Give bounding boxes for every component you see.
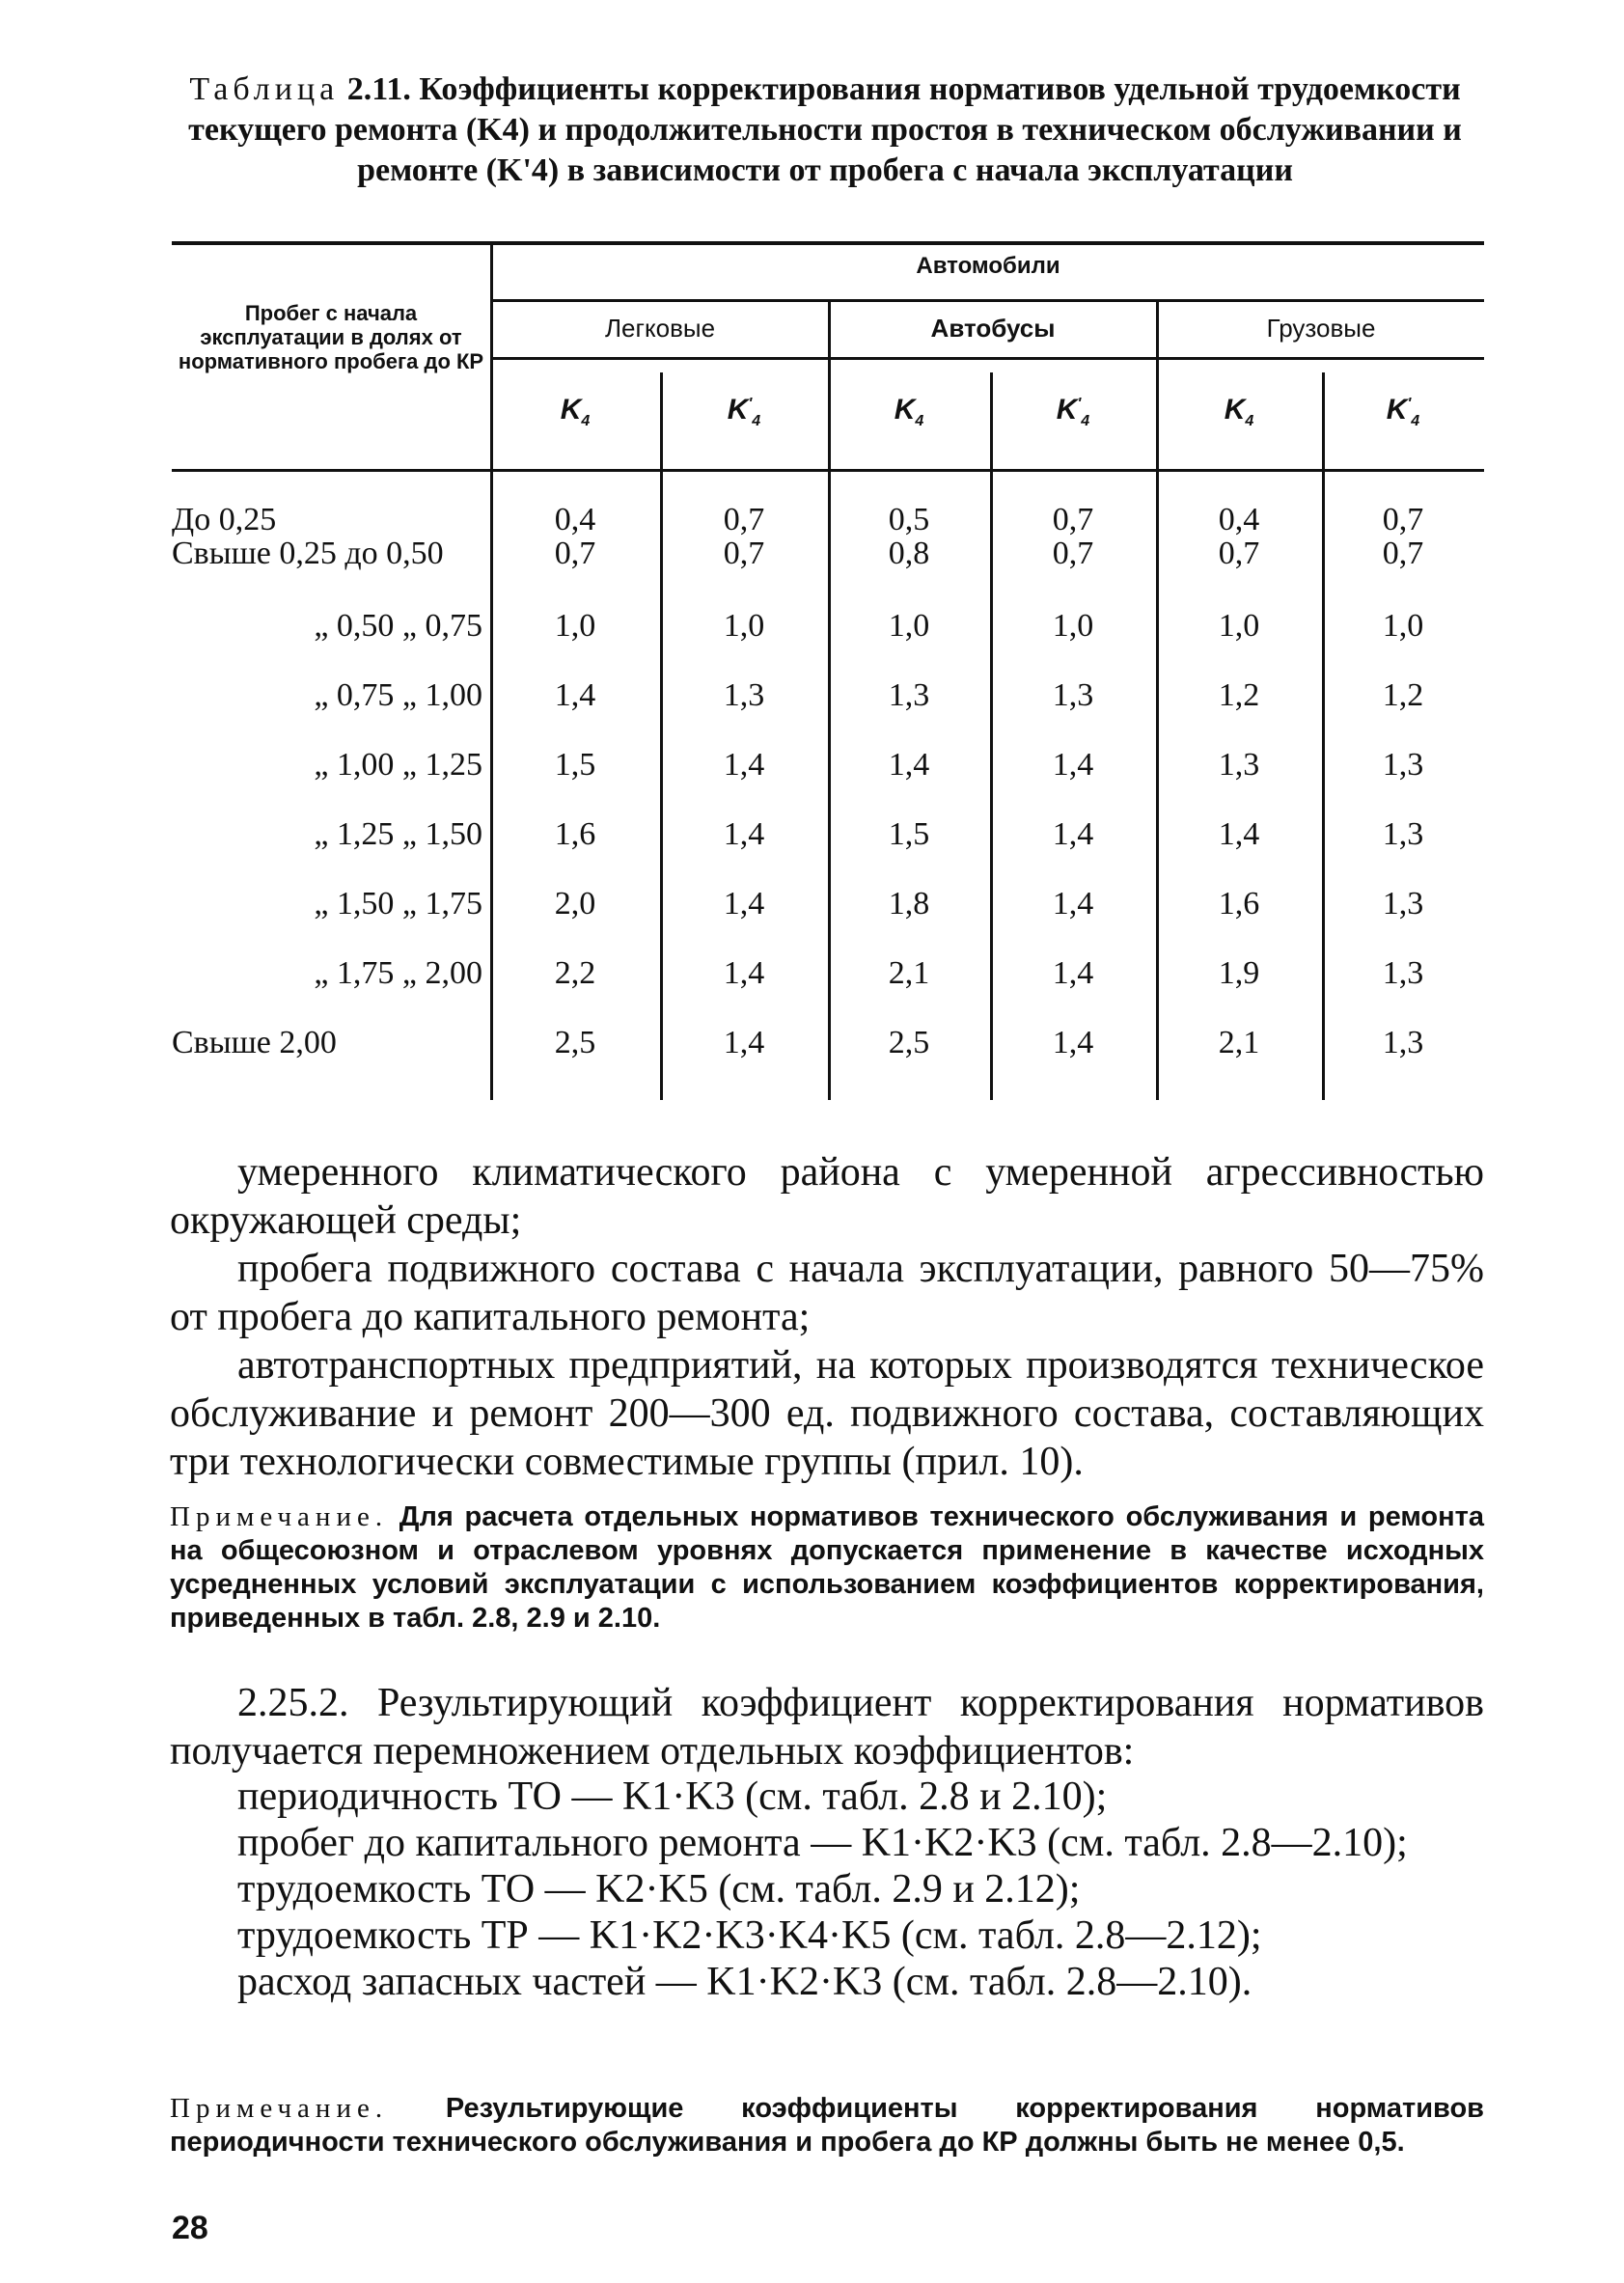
table-cell: 1,4 (554, 677, 596, 713)
table-cell: 1,0 (1052, 608, 1094, 644)
table-cell: 2,2 (554, 955, 596, 991)
table-cell: 1,3 (888, 677, 930, 713)
caption-prefix: Таблица (189, 71, 340, 107)
row-label: Свыше 0,25 до 0,50 (172, 536, 444, 571)
table-cell: 1,0 (1218, 608, 1260, 644)
group-rule (492, 299, 1484, 302)
table-cell: 2,1 (888, 955, 930, 991)
row-label: „ 1,25 „ 1,50 (314, 816, 482, 852)
section-text: 2.25.2. Результирующий коэффициент корректирования нормативов получается перемножением отдельных коэффициентов: (170, 1681, 1484, 1774)
table-cell: 0,7 (1052, 536, 1094, 571)
note-2 (170, 2092, 1484, 2159)
table-cell: 2,1 (1218, 1025, 1260, 1060)
k-header-4 (1191, 394, 1287, 430)
row-label: До 0,25 (172, 502, 277, 537)
coefficient-table (172, 241, 1484, 1100)
table-cell: 1,4 (1052, 955, 1094, 991)
group-legkovye: Легковые (604, 314, 716, 343)
table-top-rule (172, 241, 1484, 245)
formula-periodicity: периодичность ТО — K1·K3 (см. табл. 2.8 и 2.10); (237, 1774, 1108, 1819)
label-column-rule (490, 241, 493, 1100)
note-2-label: Примечание. (170, 2093, 389, 2124)
table-cell: 1,0 (723, 608, 765, 644)
k-header-5 (1355, 394, 1451, 430)
k-subscript: 4 (581, 413, 591, 429)
section-2-25-2 (170, 1679, 1484, 1775)
table-cell: 2,5 (888, 1025, 930, 1060)
table-cell: 0,7 (554, 536, 596, 571)
formula-labor-to: трудоемкость ТО — K2·K5 (см. табл. 2.9 и 2.12); (237, 1867, 1081, 1912)
table-cell: 1,4 (1052, 886, 1094, 921)
k-prime: ' (1077, 396, 1082, 412)
k-symbol: K (727, 394, 749, 426)
col-rule-5 (1322, 372, 1325, 1100)
group-gruzovye: Грузовые (1266, 314, 1376, 343)
table-cell: 1,4 (723, 886, 765, 921)
row-label: „ 1,50 „ 1,75 (314, 886, 482, 921)
table-cell: 0,4 (1218, 502, 1260, 537)
col-rule-2 (828, 299, 831, 1100)
table-cell: 0,7 (723, 502, 765, 537)
table-cell: 1,4 (1052, 816, 1094, 852)
table-cell: 1,9 (1218, 955, 1260, 991)
table-cell: 0,5 (888, 502, 930, 537)
group-header: Автомобили (916, 253, 1060, 279)
table-cell: 2,0 (554, 886, 596, 921)
formula-mileage: пробег до капитального ремонта — K1·K2·K3 (см. табл. 2.8—2.10); (237, 1821, 1408, 1865)
list-item-mileage: пробега подвижного состава с начала эксплуатации, равного 50—75% от пробега до капитального ремонта; (170, 1247, 1484, 1339)
row-label: „ 0,75 „ 1,00 (314, 677, 482, 713)
table-cell: 1,0 (888, 608, 930, 644)
k-subscript: 4 (1411, 413, 1420, 429)
k-symbol: K (1386, 394, 1408, 426)
table-cell: 1,3 (1052, 677, 1094, 713)
row-label: „ 0,50 „ 0,75 (314, 608, 482, 644)
table-cell: 1,4 (1218, 816, 1260, 852)
k-header-3 (1025, 394, 1121, 430)
table-cell: 1,3 (1382, 747, 1424, 783)
row-label: „ 1,00 „ 1,25 (314, 747, 482, 783)
k-header-1 (696, 394, 792, 430)
group-avtobusy: Автобусы (930, 314, 1056, 343)
table-cell: 1,3 (1382, 886, 1424, 921)
table-cell: 1,4 (888, 747, 930, 783)
row-label: „ 1,75 „ 2,00 (314, 955, 482, 991)
k-symbol: K (894, 394, 916, 426)
caption-number: 2.11. (346, 71, 411, 107)
table-cell: 1,2 (1218, 677, 1260, 713)
table-cell: 1,2 (1382, 677, 1424, 713)
table-cell: 0,4 (554, 502, 596, 537)
formula-list (170, 1774, 1484, 2005)
table-cell: 1,4 (1052, 747, 1094, 783)
list-item-enterprises: автотранспортных предприятий, на которых производятся техническое обслуживание и ремонт 200—300 ед. подвижного состава, составляющих три технологически совместимые группы (прил. 10). (170, 1343, 1484, 1484)
table-cell: 1,4 (723, 747, 765, 783)
table-cell: 0,7 (723, 536, 765, 571)
k-header-0 (527, 394, 623, 430)
list-item-climate: умеренного климатического района с умеренной агрессивностью окружающей среды; (170, 1150, 1484, 1243)
formula-spare-parts: расход запасных частей — K1·K2·K3 (см. табл. 2.8—2.10). (237, 1960, 1252, 2004)
table-cell: 1,4 (723, 816, 765, 852)
table-caption (164, 69, 1486, 191)
k-symbol: K (560, 394, 582, 426)
list-paragraphs (170, 1148, 1484, 1486)
table-cell: 1,6 (1218, 886, 1260, 921)
table-cell: 0,8 (888, 536, 930, 571)
table-cell: 1,3 (1382, 1025, 1424, 1060)
k-subscript: 4 (1081, 413, 1090, 429)
k-symbol: K (1056, 394, 1078, 426)
table-cell: 1,8 (888, 886, 930, 921)
k-symbol: K (1224, 394, 1246, 426)
row-label: Свыше 2,00 (172, 1025, 337, 1060)
note-2-text: Результирующие коэффициенты корректирования нормативов периодичности технического обслуживания и пробега до КР должны быть не менее 0,5. (170, 2093, 1485, 2158)
note-1-text: Для расчета отдельных нормативов технического обслуживания и ремонта на общесоюзном и отраслевом уровнях допускается применение в качестве исходных усредненных условий эксплуатации с использованием коэффициентов корректирования, приведенных в табл. 2.8, 2.9 и 2.10. (170, 1501, 1484, 1634)
table-cell: 1,3 (1382, 816, 1424, 852)
k-header-2 (861, 394, 957, 430)
table-cell: 1,4 (1052, 1025, 1094, 1060)
row-header: Пробег с начала эксплуатации в долях от нормативного пробега до КР (178, 301, 484, 373)
k-subscript: 4 (915, 413, 924, 429)
page-number: 28 (172, 2210, 208, 2246)
table-cell: 0,7 (1052, 502, 1094, 537)
caption-text: Коэффициенты корректирования нормативов удельной трудоемкости текущего ремонта (K4) и продолжительности простоя в техническом обслуживании и ремонте (K'4) в зависимости от пробега с начала эксплуатации (188, 71, 1462, 188)
table-cell: 2,5 (554, 1025, 596, 1060)
table-cell: 1,5 (554, 747, 596, 783)
subgroup-rule (492, 357, 1484, 360)
table-cell: 1,0 (1382, 608, 1424, 644)
k-subscript: 4 (752, 413, 761, 429)
table-cell: 1,6 (554, 816, 596, 852)
note-1 (170, 1500, 1484, 1636)
table-cell: 1,0 (554, 608, 596, 644)
table-cell: 1,4 (723, 955, 765, 991)
col-rule-3 (990, 372, 993, 1100)
k-subscript: 4 (1245, 413, 1254, 429)
table-cell: 1,3 (723, 677, 765, 713)
k-prime: ' (1407, 396, 1412, 412)
table-cell: 1,3 (1382, 955, 1424, 991)
note-1-label: Примечание. (170, 1501, 389, 1532)
table-cell: 1,5 (888, 816, 930, 852)
table-cell: 1,4 (723, 1025, 765, 1060)
table-cell: 0,7 (1382, 502, 1424, 537)
table-cell: 0,7 (1382, 536, 1424, 571)
k-prime: ' (748, 396, 753, 412)
col-rule-4 (1156, 299, 1159, 1100)
col-rule-1 (660, 372, 663, 1100)
formula-labor-tr: трудоемкость ТР — K1·K2·K3·K4·K5 (см. табл. 2.8—2.12); (237, 1913, 1262, 1958)
table-cell: 0,7 (1218, 536, 1260, 571)
table-cell: 1,3 (1218, 747, 1260, 783)
